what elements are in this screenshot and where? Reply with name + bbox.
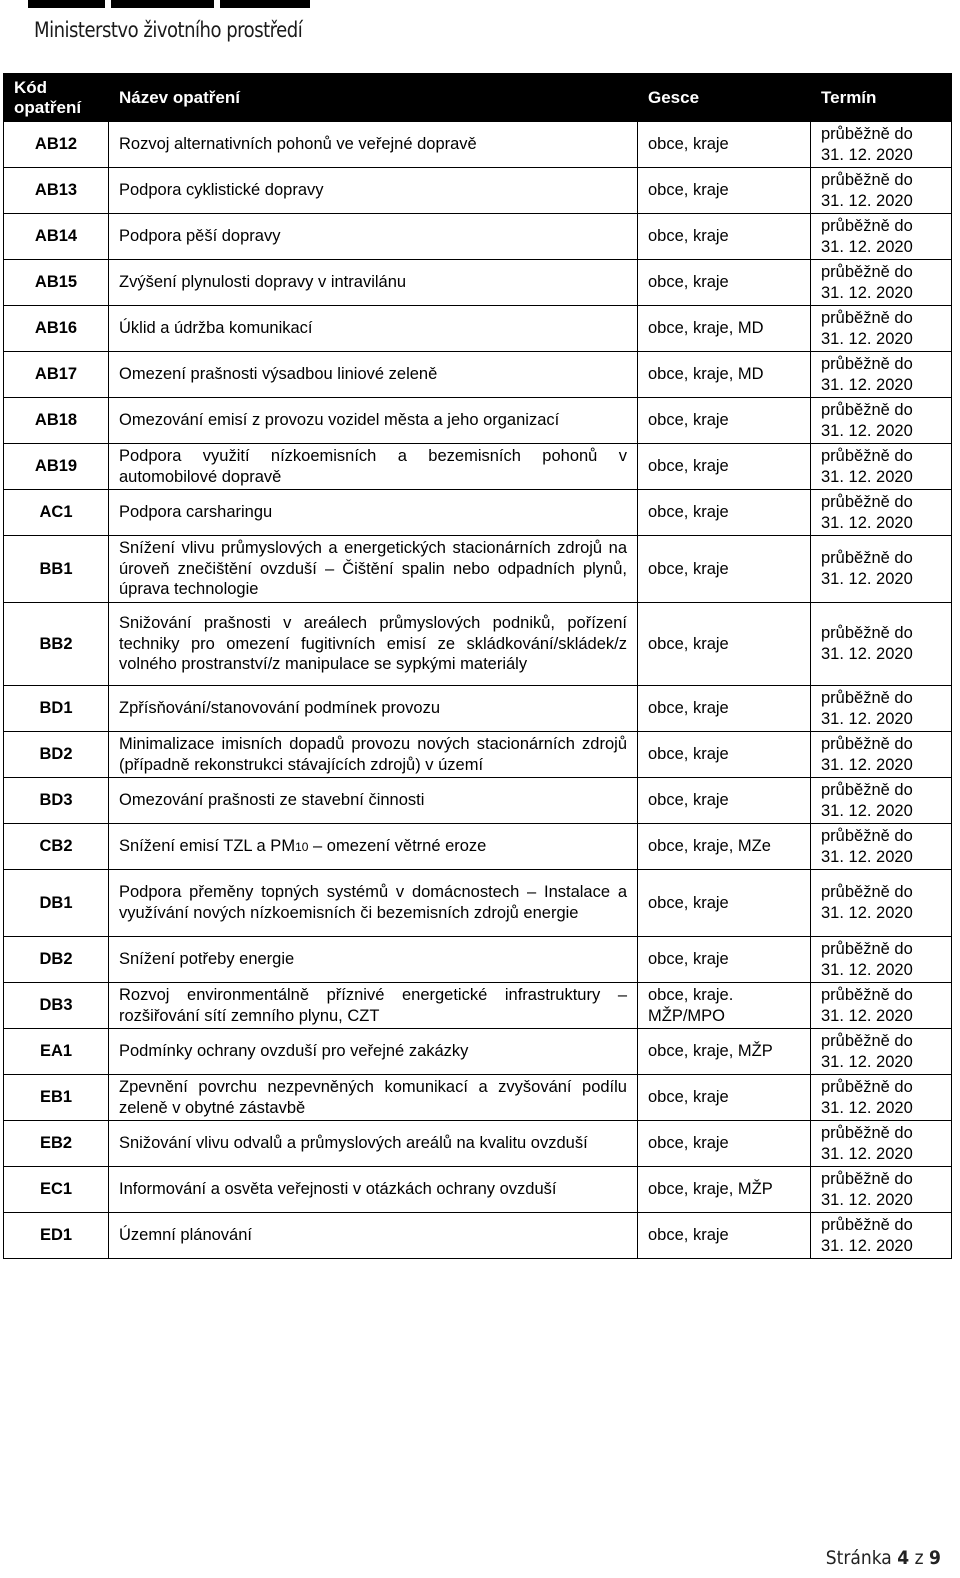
- measure-gesce: obce, kraje: [638, 686, 811, 732]
- table-row: [4, 1029, 952, 1075]
- table-row: [4, 444, 952, 490]
- measure-termin: průběžně do 31. 12. 2020: [811, 168, 952, 214]
- measure-gesce: obce, kraje. MŽP/MPO: [638, 983, 811, 1029]
- measure-gesce: obce, kraje, MD: [638, 352, 811, 398]
- measure-code: BD2: [4, 732, 109, 778]
- measure-code: DB2: [4, 937, 109, 983]
- measure-name: Podpora přeměny topných systémů v domácnostech – Instalace a využívání nových nízkoemisních či bezemisních zdrojů energie: [109, 870, 638, 937]
- measure-name: Snížení vlivu průmyslových a energetických stacionárních zdrojů na úroveň znečištění ovzduší – Čištění spalin nebo odpadních plynů, úprava technologie: [109, 536, 638, 603]
- measure-name: Podpora pěší dopravy: [109, 214, 638, 260]
- measure-code: AB19: [4, 444, 109, 490]
- table-row: [4, 122, 952, 168]
- table-row: [4, 686, 952, 732]
- measure-name: Snižování prašnosti v areálech průmyslových podniků, pořízení techniky pro omezení fugitivních emisí ze skládkování/skládek/z volného prostranství/z manipulace se sypkými materiály: [109, 603, 638, 686]
- table-row: [4, 1167, 952, 1213]
- table-row: [4, 260, 952, 306]
- table-row: [4, 732, 952, 778]
- measure-gesce: obce, kraje: [638, 260, 811, 306]
- measure-termin: průběžně do 31. 12. 2020: [811, 870, 952, 937]
- table-row: [4, 870, 952, 937]
- measure-gesce: obce, kraje: [638, 778, 811, 824]
- measure-gesce: obce, kraje: [638, 603, 811, 686]
- measure-name: Podpora cyklistické dopravy: [109, 168, 638, 214]
- measure-gesce: obce, kraje: [638, 214, 811, 260]
- measure-termin: průběžně do 31. 12. 2020: [811, 260, 952, 306]
- measure-code: BD3: [4, 778, 109, 824]
- measure-name: Územní plánování: [109, 1213, 638, 1259]
- measure-termin: průběžně do 31. 12. 2020: [811, 603, 952, 686]
- measure-termin: průběžně do 31. 12. 2020: [811, 778, 952, 824]
- measure-gesce: obce, kraje: [638, 122, 811, 168]
- measure-gesce: obce, kraje, MD: [638, 306, 811, 352]
- measure-gesce: obce, kraje: [638, 1075, 811, 1121]
- measure-code: AB15: [4, 260, 109, 306]
- column-header-nazev: Název opatření: [109, 74, 638, 122]
- measure-gesce: obce, kraje: [638, 536, 811, 603]
- measure-termin: průběžně do 31. 12. 2020: [811, 983, 952, 1029]
- measure-gesce: obce, kraje: [638, 870, 811, 937]
- table-row: [4, 937, 952, 983]
- measure-name: Snižování vlivu odvalů a průmyslových areálů na kvalitu ovzduší: [109, 1121, 638, 1167]
- table-row: [4, 1075, 952, 1121]
- measure-termin: průběžně do 31. 12. 2020: [811, 214, 952, 260]
- measure-name: Podmínky ochrany ovzduší pro veřejné zakázky: [109, 1029, 638, 1075]
- measure-termin: průběžně do 31. 12. 2020: [811, 824, 952, 870]
- table-row: [4, 778, 952, 824]
- measure-code: EB1: [4, 1075, 109, 1121]
- table-row: [4, 536, 952, 603]
- table-row: [4, 1121, 952, 1167]
- measure-gesce: obce, kraje: [638, 732, 811, 778]
- measure-termin: průběžně do 31. 12. 2020: [811, 686, 952, 732]
- column-header-termin: Termín: [811, 74, 952, 122]
- measure-name: Informování a osvěta veřejnosti v otázkách ochrany ovzduší: [109, 1167, 638, 1213]
- measure-termin: průběžně do 31. 12. 2020: [811, 1029, 952, 1075]
- measure-termin: průběžně do 31. 12. 2020: [811, 1213, 952, 1259]
- measure-name: Rozvoj environmentálně příznivé energetické infrastruktury – rozšiřování sítí zemního plynu, CZT: [109, 983, 638, 1029]
- measure-name: Zvýšení plynulosti dopravy v intravilánu: [109, 260, 638, 306]
- table-header-row: [4, 74, 952, 122]
- measure-code: AB14: [4, 214, 109, 260]
- measure-termin: průběžně do 31. 12. 2020: [811, 122, 952, 168]
- measure-gesce: obce, kraje: [638, 168, 811, 214]
- table-row: [4, 1213, 952, 1259]
- table-row: [4, 824, 952, 870]
- page-number: Stránka 4 z 9: [825, 1547, 941, 1569]
- measure-gesce: obce, kraje: [638, 937, 811, 983]
- measure-code: CB2: [4, 824, 109, 870]
- measure-gesce: obce, kraje: [638, 1213, 811, 1259]
- column-header-kod: Kód opatření: [4, 74, 109, 122]
- table-row: [4, 168, 952, 214]
- measure-termin: průběžně do 31. 12. 2020: [811, 398, 952, 444]
- measure-code: BB2: [4, 603, 109, 686]
- measure-name: Snížení emisí TZL a PM10 – omezení větrné eroze: [109, 824, 638, 870]
- measure-termin: průběžně do 31. 12. 2020: [811, 1121, 952, 1167]
- table-row: [4, 352, 952, 398]
- measure-code: EA1: [4, 1029, 109, 1075]
- header-decoration-bars: [28, 0, 310, 8]
- measure-code: AB17: [4, 352, 109, 398]
- measure-termin: průběžně do 31. 12. 2020: [811, 490, 952, 536]
- measure-gesce: obce, kraje, MZe: [638, 824, 811, 870]
- measure-code: DB3: [4, 983, 109, 1029]
- measure-name: Rozvoj alternativních pohonů ve veřejné dopravě: [109, 122, 638, 168]
- table-row: [4, 603, 952, 686]
- measure-name: Omezování prašnosti ze stavební činnosti: [109, 778, 638, 824]
- measure-gesce: obce, kraje: [638, 490, 811, 536]
- measure-termin: průběžně do 31. 12. 2020: [811, 536, 952, 603]
- measure-name: Minimalizace imisních dopadů provozu nových stacionárních zdrojů (případně rekonstrukci stávajících zdrojů) v území: [109, 732, 638, 778]
- measure-termin: průběžně do 31. 12. 2020: [811, 306, 952, 352]
- measure-gesce: obce, kraje, MŽP: [638, 1029, 811, 1075]
- measure-name: Omezování emisí z provozu vozidel města a jeho organizací: [109, 398, 638, 444]
- measure-code: AB18: [4, 398, 109, 444]
- measure-code: AB16: [4, 306, 109, 352]
- measure-code: AB12: [4, 122, 109, 168]
- measure-name: Podpora využití nízkoemisních a bezemisních pohonů v automobilové dopravě: [109, 444, 638, 490]
- table-row: [4, 983, 952, 1029]
- measure-code: DB1: [4, 870, 109, 937]
- measure-name: Zpevnění povrchu nezpevněných komunikací a zvyšování podílu zeleně v obytné zástavbě: [109, 1075, 638, 1121]
- table-row: [4, 490, 952, 536]
- measure-code: BB1: [4, 536, 109, 603]
- table-body: [4, 122, 952, 1259]
- measure-gesce: obce, kraje: [638, 444, 811, 490]
- measure-termin: průběžně do 31. 12. 2020: [811, 1167, 952, 1213]
- measure-termin: průběžně do 31. 12. 2020: [811, 444, 952, 490]
- column-header-gesce: Gesce: [638, 74, 811, 122]
- measure-termin: průběžně do 31. 12. 2020: [811, 352, 952, 398]
- measure-gesce: obce, kraje: [638, 1121, 811, 1167]
- measure-name: Omezení prašnosti výsadbou liniové zeleně: [109, 352, 638, 398]
- table-row: [4, 214, 952, 260]
- measure-termin: průběžně do 31. 12. 2020: [811, 1075, 952, 1121]
- measure-code: EC1: [4, 1167, 109, 1213]
- measure-gesce: obce, kraje: [638, 398, 811, 444]
- measure-name: Podpora carsharingu: [109, 490, 638, 536]
- measure-code: ED1: [4, 1213, 109, 1259]
- measure-code: BD1: [4, 686, 109, 732]
- ministry-name: Ministerstvo životního prostředí: [34, 18, 303, 42]
- measure-gesce: obce, kraje, MŽP: [638, 1167, 811, 1213]
- measure-code: AB13: [4, 168, 109, 214]
- measures-table: [3, 73, 952, 1259]
- measure-name: Úklid a údržba komunikací: [109, 306, 638, 352]
- measure-code: AC1: [4, 490, 109, 536]
- table-row: [4, 306, 952, 352]
- measure-termin: průběžně do 31. 12. 2020: [811, 732, 952, 778]
- table-row: [4, 398, 952, 444]
- measure-code: EB2: [4, 1121, 109, 1167]
- measure-name: Snížení potřeby energie: [109, 937, 638, 983]
- measure-termin: průběžně do 31. 12. 2020: [811, 937, 952, 983]
- measure-name: Zpřísňování/stanovování podmínek provozu: [109, 686, 638, 732]
